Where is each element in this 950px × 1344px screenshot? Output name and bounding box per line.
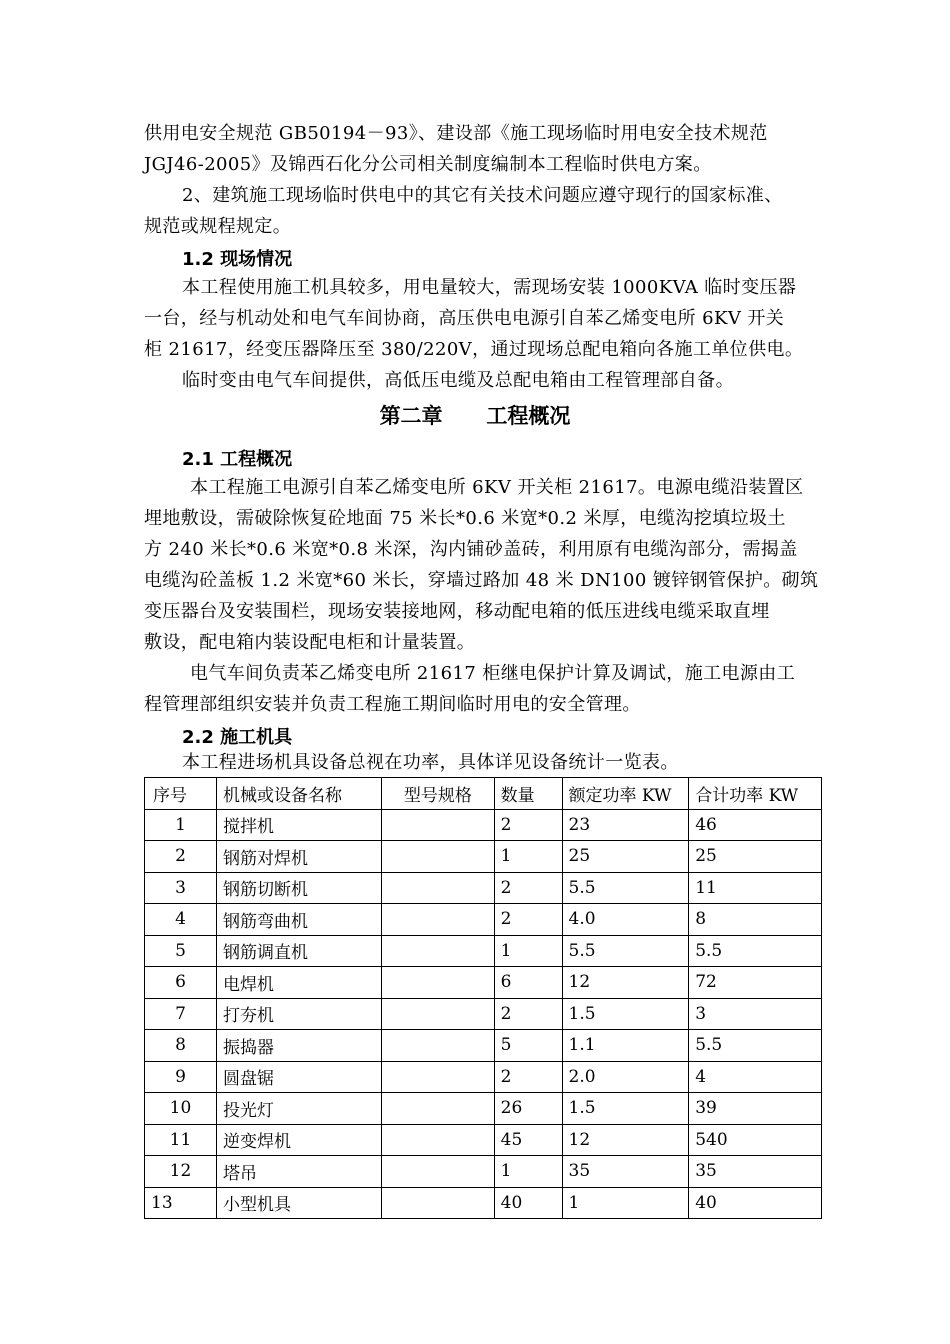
table-cell: 9	[145, 1061, 217, 1093]
table-cell	[382, 935, 494, 967]
table-row	[145, 872, 822, 904]
table-header-cell: 机械或设备名称	[216, 778, 381, 810]
table-cell: 13	[145, 1187, 217, 1219]
paragraph-line: 2、建筑施工现场临时供电中的其它有关技术问题应遵守现行的国家标准、	[182, 185, 783, 206]
table-cell: 钢筋弯曲机	[216, 904, 381, 936]
table-row	[145, 1156, 822, 1188]
table-header-cell: 序号	[145, 778, 217, 810]
table-cell: 圆盘锯	[216, 1061, 381, 1093]
paragraph-line: 埋地敷设，需破除恢复砼地面 75 米长*0.6 米宽*0.2 米厚，电缆沟挖填垃圾土	[144, 508, 786, 529]
paragraph-line: 方 240 米长*0.6 米宽*0.8 米深，沟内铺砂盖砖，利用原有电缆沟部分，需揭盖	[144, 539, 798, 560]
table-cell: 1.1	[562, 1030, 689, 1062]
section-heading-1-2: 1.2 现场情况	[182, 249, 293, 270]
paragraph-line: JGJ46-2005》及锦西石化分公司相关制度编制本工程临时供电方案。	[144, 154, 712, 175]
chapter-title: 第二章 工程概况	[379, 404, 571, 428]
table-cell: 11	[145, 1124, 217, 1156]
table-cell	[382, 1030, 494, 1062]
table-cell	[382, 1061, 494, 1093]
table-cell	[382, 904, 494, 936]
table-row	[145, 935, 822, 967]
table-cell: 1	[562, 1187, 689, 1219]
table-cell: 小型机具	[216, 1187, 381, 1219]
table-cell: 2	[494, 872, 562, 904]
table-row	[145, 1124, 822, 1156]
table-cell: 1	[145, 809, 217, 841]
paragraph-line: 规范或规程规定。	[144, 216, 292, 237]
table-cell	[382, 998, 494, 1030]
table-row	[145, 1030, 822, 1062]
table-cell: 打夯机	[216, 998, 381, 1030]
table-cell: 45	[494, 1124, 562, 1156]
paragraph-line: 电缆沟砼盖板 1.2 米宽*60 米长，穿墙过路加 48 米 DN100 镀锌钢管保护。砌筑	[144, 570, 819, 591]
section-heading-2-2: 2.2 施工机具	[182, 727, 293, 748]
table-cell: 3	[145, 872, 217, 904]
table-cell: 25	[689, 841, 822, 873]
table-row	[145, 1187, 822, 1219]
table-header-cell: 合计功率 KW	[689, 778, 822, 810]
table-cell	[382, 1156, 494, 1188]
table-cell: 540	[689, 1124, 822, 1156]
table-cell: 钢筋切断机	[216, 872, 381, 904]
table-cell: 12	[562, 967, 689, 999]
table-cell: 电焊机	[216, 967, 381, 999]
table-cell: 46	[689, 809, 822, 841]
table-row	[145, 809, 822, 841]
table-cell: 5.5	[562, 935, 689, 967]
table-cell: 7	[145, 998, 217, 1030]
table-row	[145, 1061, 822, 1093]
table-cell: 8	[145, 1030, 217, 1062]
paragraph-line: 供用电安全规范 GB50194－93》、建设部《施工现场临时用电安全技术规范	[144, 123, 768, 144]
table-row	[145, 998, 822, 1030]
table-cell: 1	[494, 935, 562, 967]
table-cell: 12	[145, 1156, 217, 1188]
table-cell: 39	[689, 1093, 822, 1125]
table-cell: 4	[145, 904, 217, 936]
table-cell	[382, 872, 494, 904]
equipment-table	[144, 777, 822, 1219]
table-cell: 35	[689, 1156, 822, 1188]
table-header-row	[145, 778, 822, 810]
table-header-cell: 数量	[494, 778, 562, 810]
paragraph-line: 敷设，配电箱内装设配电柜和计量装置。	[144, 632, 476, 653]
table-cell: 4	[689, 1061, 822, 1093]
paragraph-line: 变压器台及安装围栏，现场安装接地网，移动配电箱的低压进线电缆采取直埋	[144, 601, 770, 622]
table-row	[145, 904, 822, 936]
table-cell: 振捣器	[216, 1030, 381, 1062]
table-cell: 12	[562, 1124, 689, 1156]
paragraph-line: 临时变由电气车间提供，高低压电缆及总配电箱由工程管理部自备。	[182, 370, 734, 391]
table-cell: 钢筋对焊机	[216, 841, 381, 873]
paragraph-line: 一台，经与机动处和电气车间协商，高压供电电源引自苯乙烯变电所 6KV 开关	[144, 308, 785, 329]
table-cell: 1	[494, 841, 562, 873]
paragraph-line: 本工程使用施工机具较多，用电量较大，需现场安装 1000KVA 临时变压器	[182, 277, 797, 298]
paragraph-line: 电气车间负责苯乙烯变电所 21617 柜继电保护计算及调试，施工电源由工	[190, 663, 796, 684]
table-cell: 6	[494, 967, 562, 999]
table-cell: 1.5	[562, 1093, 689, 1125]
table-cell: 5	[145, 935, 217, 967]
table-cell: 1	[494, 1156, 562, 1188]
table-cell	[382, 841, 494, 873]
table-cell: 72	[689, 967, 822, 999]
table-cell: 4.0	[562, 904, 689, 936]
table-cell: 投光灯	[216, 1093, 381, 1125]
table-row	[145, 1093, 822, 1125]
paragraph-line: 柜 21617，经变压器降压至 380/220V，通过现场总配电箱向各施工单位供电。	[144, 339, 804, 360]
paragraph-line: 程管理部组织安装并负责工程施工期间临时用电的安全管理。	[144, 694, 641, 715]
paragraph-line: 本工程进场机具设备总视在功率，具体详见设备统计一览表。	[182, 752, 679, 773]
table-cell: 40	[689, 1187, 822, 1219]
table-cell: 8	[689, 904, 822, 936]
table-cell: 3	[689, 998, 822, 1030]
table-cell: 10	[145, 1093, 217, 1125]
table-row	[145, 841, 822, 873]
table-cell: 11	[689, 872, 822, 904]
table-cell	[382, 809, 494, 841]
table-cell	[382, 967, 494, 999]
table-header-cell: 额定功率 KW	[562, 778, 689, 810]
table-cell: 40	[494, 1187, 562, 1219]
table-row	[145, 967, 822, 999]
table-cell: 25	[562, 841, 689, 873]
section-heading-2-1: 2.1 工程概况	[182, 449, 293, 470]
table-cell	[382, 1093, 494, 1125]
table-cell: 2.0	[562, 1061, 689, 1093]
table-cell: 6	[145, 967, 217, 999]
table-cell: 2	[494, 904, 562, 936]
table-cell: 1.5	[562, 998, 689, 1030]
table-cell: 5	[494, 1030, 562, 1062]
table-cell: 5.5	[689, 935, 822, 967]
table-cell: 2	[494, 998, 562, 1030]
paragraph-line: 本工程施工电源引自苯乙烯变电所 6KV 开关柜 21617。电源电缆沿装置区	[190, 477, 804, 498]
table-cell: 5.5	[689, 1030, 822, 1062]
table-cell	[382, 1124, 494, 1156]
table-cell: 2	[494, 809, 562, 841]
table-header-cell: 型号规格	[382, 778, 494, 810]
table-cell: 逆变焊机	[216, 1124, 381, 1156]
table-cell: 钢筋调直机	[216, 935, 381, 967]
table-cell	[382, 1187, 494, 1219]
table-cell: 搅拌机	[216, 809, 381, 841]
table-cell: 2	[145, 841, 217, 873]
table-cell: 5.5	[562, 872, 689, 904]
table-cell: 塔吊	[216, 1156, 381, 1188]
table-cell: 2	[494, 1061, 562, 1093]
table-cell: 35	[562, 1156, 689, 1188]
table-cell: 23	[562, 809, 689, 841]
table-cell: 26	[494, 1093, 562, 1125]
